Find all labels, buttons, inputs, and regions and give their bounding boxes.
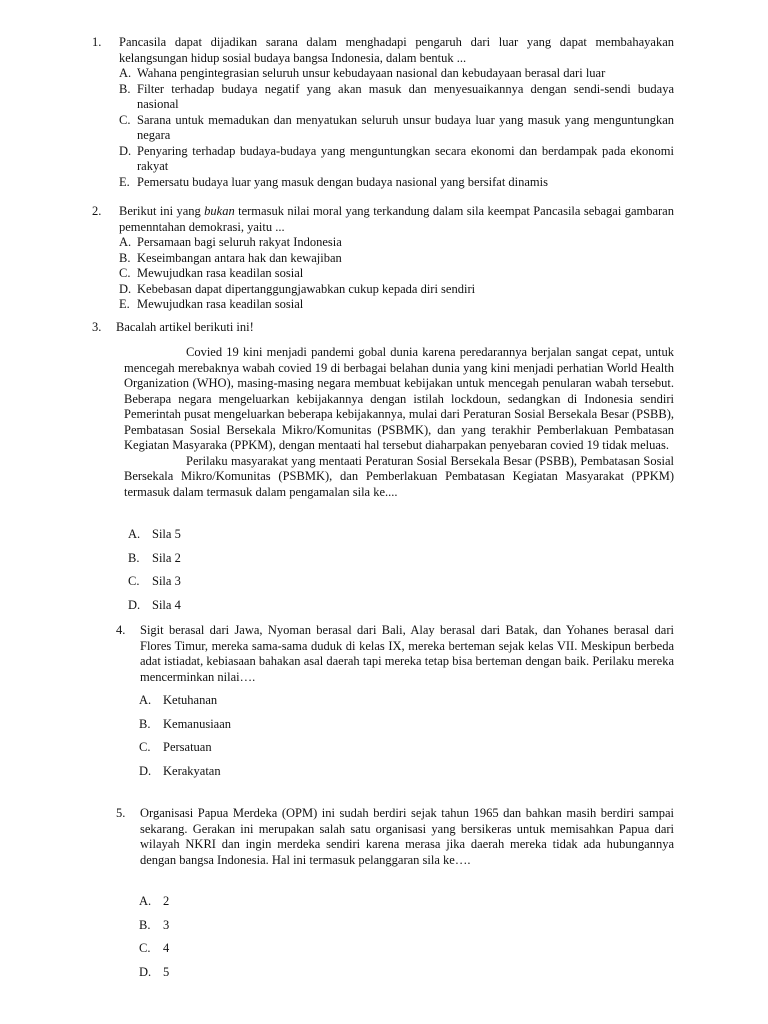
option-d[interactable]: D. Kerakyatan [139, 763, 221, 778]
question-number: 1. [92, 35, 102, 49]
question-1 [92, 35, 674, 190]
article-paragraph: Perilaku masyarakat yang mentaati Peraturan Sosial Bersekala Besar (PSBB), Pembatasan Sosial Bersekala Mikro/Komunitas (PSBMK), dan Pemberlakuan Pembatasan Kegiatan Masyarakat (PPKM) termasuk dalam termasuk dalam pengamalan sila ke.... [124, 453, 674, 499]
option-d[interactable]: D. Kebebasan dapat dipertanggungjawabkan cukup kepada diri sendiri [119, 281, 476, 296]
question-2 [92, 204, 674, 313]
option-c[interactable]: C. 4 [139, 941, 170, 955]
option-d[interactable]: D. Sila 4 [128, 597, 181, 612]
option-d[interactable]: D. Penyaring terhadap budaya-budaya yang menguntungkan secara ekonomi dan berdampak pada ekonomi rakyat [119, 143, 674, 173]
question-text: Berikut ini yang bukan termasuk nilai moral yang terkandung dalam sila keempat Pancasila sebagai gambaran pemenntahan demokrasi, yaitu ... [119, 204, 674, 234]
question-5-options [139, 894, 439, 980]
article [124, 345, 674, 500]
question-number: 2. [92, 204, 102, 218]
question-5 [116, 806, 674, 868]
option-e[interactable]: E. Pemersatu budaya luar yang masuk dengan budaya nasional yang bersifat dinamis [119, 174, 548, 189]
question-text: Pancasila dapat dijadikan sarana dalam menghadapi pengaruh dari luar yang dapat membahayakan kelangsungan hidup sosial budaya bangsa Indonesia, dalam bentuk ... [119, 35, 674, 65]
question-number: 3. [92, 320, 102, 334]
question-text: Bacalah artikel berikuti ini! [116, 320, 254, 334]
question-4-options [139, 693, 439, 779]
question-text: Sigit berasal dari Jawa, Nyoman berasal dari Bali, Alay berasal dari Batak, dan Yohanes berasal dari Flores Timur, mereka sama-sama duduk di kelas IX, mereka berteman sejak kelas VII. Meskipun berbeda adat istiadat, kebiasaan bahakan asal daerah tapi mereka tetap bisa berteman dengan baik. Perilaku mereka mencerminkan nilai…. [140, 623, 674, 684]
option-b[interactable]: B. 3 [139, 917, 170, 932]
option-c[interactable]: C. Sarana untuk memadukan dan menyatukan seluruh unsur budaya luar yang masuk yang menguntungkan negara [119, 112, 674, 142]
option-b[interactable]: B. Filter terhadap budaya negatif yang akan masuk dan menyesuaikannya dengan sendi-sendi budaya nasional [119, 81, 674, 111]
option-c[interactable]: C. Persatuan [139, 740, 212, 754]
option-b[interactable]: B. Keseimbangan antara hak dan kewajiban [119, 250, 342, 265]
question-3 [92, 320, 674, 336]
option-a[interactable]: A. Wahana pengintegrasian seluruh unsur kebudayaan nasional dan kebudayaan berasal dari luar [119, 66, 606, 80]
option-b[interactable]: B. Kemanusiaan [139, 716, 232, 731]
option-c[interactable]: C. Mewujudkan rasa keadilan sosial [119, 266, 304, 280]
option-d[interactable]: D. 5 [139, 964, 170, 979]
article-paragraph: Covied 19 kini menjadi pandemi gobal dunia karena peredarannya berjalan sangat cepat, untuk mencegah merebaknya wabah covied 19 di berbagai belahan dunia yang kini menjadi perhatian World Health Organization (WHO), masing-masing negara membuat kebijakan untuk mencegah penularan wabah tersebut. Beberapa negara mengeluarkan kebijakannya dengan istilah lockdoun, sedangkan di Indonesia sendiri Pemerintah pusat mengeluarkan beberapa kebijakannya, mulai dari Peraturan Sosial Bersekala Besar (PSBB), Pembatasan Sosial Bersekala Mikro/Komunitas (PSBMK), dan yang terakhir Pemberlakuan Pembatasan Kegiatan Masyaraka (PPKM), dengan mentaati hal tersebut diaharpakan penyebaran covied 19 tidak meluas. [124, 345, 674, 452]
option-c[interactable]: C. Sila 3 [128, 574, 181, 588]
option-a[interactable]: A. 2 [139, 894, 170, 908]
question-text: Organisasi Papua Merdeka (OPM) ini sudah berdiri sejak tahun 1965 dan bahkan masih berdiri sampai sekarang. Gerakan ini merupakan salah satu organisasi yang bersikeras untuk memisahkan Papua dari wilayah NKRI dan ingin merdeka sendiri karena merasa jika daerah mereka tidak ada hubungannya dengan bangsa Indonesia. Hal ini termasuk pelanggaran sila ke…. [140, 806, 674, 867]
option-a[interactable]: A. Ketuhanan [139, 693, 218, 707]
question-number: 5. [116, 806, 126, 820]
emphasis-text: bukan [204, 204, 235, 218]
question-number: 4. [116, 623, 126, 637]
option-b[interactable]: B. Sila 2 [128, 550, 181, 565]
question-4 [116, 623, 674, 685]
option-a[interactable]: A. Persamaan bagi seluruh rakyat Indonesia [119, 235, 342, 249]
option-e[interactable]: E. Mewujudkan rasa keadilan sosial [119, 297, 304, 311]
option-a[interactable]: A. Sila 5 [128, 527, 181, 541]
question-3-options [128, 527, 428, 613]
